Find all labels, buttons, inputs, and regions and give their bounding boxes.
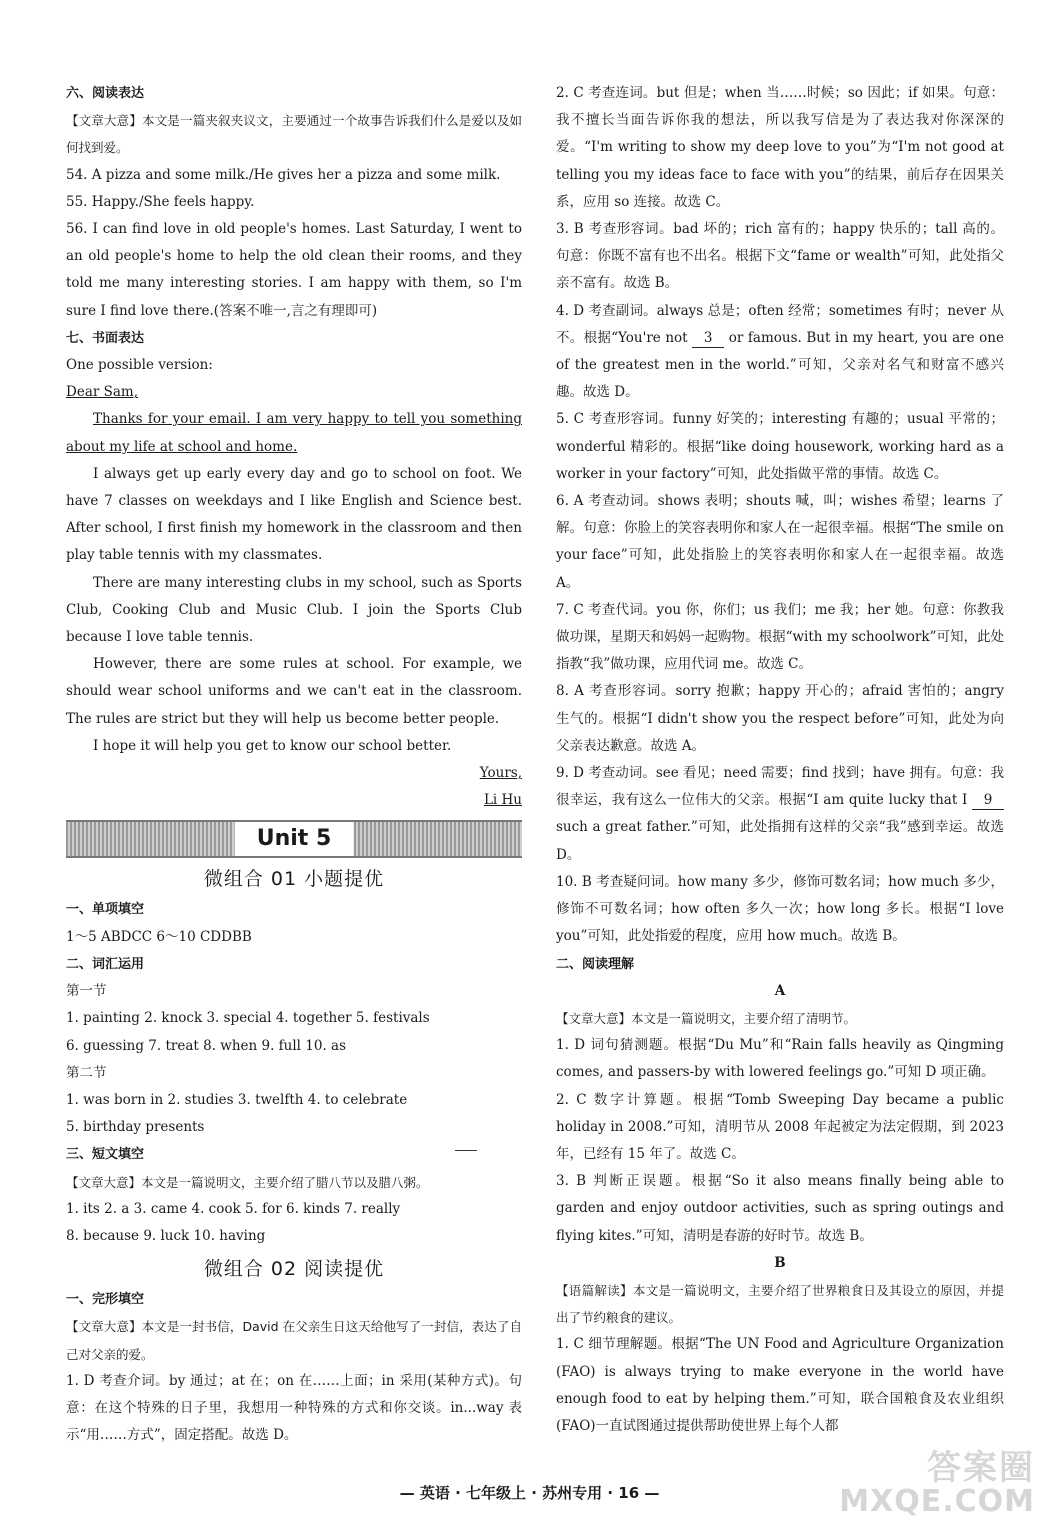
passage-a-answer-3: 3. B 判断正误题。根据“So it also means finally being able to garden and enjoy outdoor activities, such as spring outings and flying kites.”可知，清明是春游的好时节。故选 B。 <box>556 1173 1004 1244</box>
part-1-label: 第一节 <box>66 983 107 1000</box>
blank-9: 9 <box>972 791 1004 810</box>
passage-b-label: B <box>774 1254 786 1271</box>
passage-b-answer-1: 1. C 细节理解题。根据“The UN Food and Agriculture Organization (FAO) is always trying to make everyone in the world have enough food to eat by helping them.”可知，联合国粮食及农业组织(FAO)一直试图通过提供帮助使世界上每个人都 <box>556 1336 1004 1434</box>
part-1-answers-line-1: 1. painting 2. knock 3. special 4. together 5. festivals <box>66 1010 430 1027</box>
cloze-test-summary: 【文章大意】本文是一封书信，David 在父亲生日这天给他写了一封信，表达了自己对父亲的爱。 <box>66 1319 522 1362</box>
page-footer: — 英语 · 七年级上 · 苏州专用 · 16 — <box>399 1484 660 1502</box>
letter-greeting: Dear Sam, <box>66 384 138 401</box>
answer-56: 56. I can find love in old people's homes. Last Saturday, I went to an old people's home to help the old clean their rooms, and they told me many interesting stories. I am happy with them, so I'm sure I find love there.(答案不唯一,言之有理即可) <box>66 221 522 319</box>
section-title-writing: 七、书面表达 <box>66 330 145 346</box>
letter-closing: Yours, <box>479 765 522 782</box>
letter-paragraph-1: Thanks for your email. I am very happy to tell you something about my life at school and home. <box>66 411 522 455</box>
letter-signature: Li Hu <box>483 792 522 809</box>
part-1-answers-line-2: 6. guessing 7. treat 8. when 9. full 10. as <box>66 1037 347 1054</box>
cloze-answer-9: 9. D 考查动词。see 看见；need 需要；find 找到；have 拥有。句意：我很幸运，我有这么一位伟大的父亲。根据“I am quite lucky that I 9 such a great father.”可知，此处指拥有这样的父亲“我”感到幸运。故选 D。 <box>556 765 1004 863</box>
section-cloze-test: 一、完形填空 <box>66 1292 145 1308</box>
possible-version-label: One possible version: <box>66 357 213 374</box>
cloze-fill-answers-line-2: 8. because 9. luck 10. having <box>66 1227 266 1244</box>
single-choice-answers: 1～5 ABDCC 6～10 CDDBB <box>66 928 252 945</box>
cloze-answer-7: 7. C 考查代词。you 你，你们；us 我们；me 我；her 她。句意：你教我做功课，星期天和妈妈一起购物。根据“with my schoolwork”可知，此处指教“我”做功课，应用代词 me。故选 C。 <box>556 601 1004 673</box>
section-cloze-fill: 三、短文填空 <box>66 1147 145 1163</box>
cloze-answer-2: 2. C 考查连词。but 但是；when 当……时候；so 因此；if 如果。句意：我不擅长当面告诉你我的想法，所以我写信是为了表达我对你深深的爱。“I'm writing to show my deep love to you”为“I'm not good at telling you my ideas face to face with you”的结果，前后存在因果关系，应用 so 连接。故选 C。 <box>556 85 1004 210</box>
watermark <box>839 1450 1035 1518</box>
passage-a-answer-2: 2. C 数字计算题。根据“Tomb Sweeping Day became a public holiday in 2008.”可知，清明节从 2008 年起被定为法定假期，到 2023 年，已经有 15 年了。故选 C。 <box>556 1091 1004 1162</box>
right-column <box>556 80 1004 1440</box>
cloze-answer-10: 10. B 考查疑问词。how many 多少，修饰可数名词；how much 多少，修饰不可数名词；how often 多久一次；how long 多长。根据“I love you”可知，此处指爱的程度，应用 how much。故选 B。 <box>556 873 1004 945</box>
blank-3: 3 <box>692 329 724 348</box>
left-column <box>66 80 522 1449</box>
section-vocabulary: 二、词汇运用 <box>66 956 145 972</box>
cloze-fill-summary: 【文章大意】本文是一篇说明文，主要介绍了腊八节以及腊八粥。 <box>66 1174 429 1190</box>
passage-a-summary: 【文章大意】本文是一篇说明文，主要介绍了清明节。 <box>556 1010 857 1026</box>
cloze-answer-8: 8. A 考查形容词。sorry 抱歉；happy 开心的；afraid 害怕的；angry 生气的。根据“I didn't show you the respect before”可知，此处为向父亲表达歉意。故选 A。 <box>556 683 1004 754</box>
part-2-label: 第二节 <box>66 1064 107 1081</box>
section-title-reading-expression: 六、阅读表达 <box>66 86 145 101</box>
group-2-title: 微组合 02 阅读提优 <box>203 1258 385 1281</box>
passage-b-summary: 【语篇解读】本文是一篇说明文，主要介绍了世界粮食日及其设立的原因，并提出了节约粮食的建议。 <box>556 1282 1004 1326</box>
passage-a-answer-1: 1. D 词句猜测题。根据“Du Mu”和“Rain falls heavily as Qingming comes, and passers-by with lowered feelings go.”可知 D 项正确。 <box>556 1037 1004 1081</box>
watermark-text: 答案圈 <box>927 1448 1035 1488</box>
part-2-answers-line-1: 1. was born in 2. studies 3. twelfth 4. to celebrate <box>66 1091 408 1108</box>
cloze-answer-3: 3. B 考查形容词。bad 坏的；rich 富有的；happy 快乐的；tall 高的。句意：你既不富有也不出名。根据下文“fame or wealth”可知，此处指父亲不富有。故选 B。 <box>556 221 1004 292</box>
cloze-answer-1: 1. D 考查介词。by 通过；at 在；on 在……上面；in 采用(某种方式)。句意：在这个特殊的日子里，我想用一种特殊的方式和你交谈。in...way 表示“用……方式”，固定搭配。故选 D。 <box>66 1372 522 1444</box>
part-2-answers-line-2: 5. birthday presents <box>66 1119 205 1136</box>
cloze-fill-answers-line-1: 1. its 2. a 3. came 4. cook 5. for 6. kinds 7. really <box>66 1200 401 1217</box>
answer-54: 54. A pizza and some milk./He gives her a pizza and some milk. <box>66 166 501 183</box>
group-1-title: 微组合 01 小题提优 <box>203 868 385 891</box>
letter-paragraph-2: I always get up early every day and go to school on foot. We have 7 classes on weekdays and I like English and Science best. After school, I first finish my homework in the classroom and then play table tennis with my classmates. <box>66 465 522 564</box>
answer-55: 55. Happy./She feels happy. <box>66 193 255 210</box>
decorative-dash <box>455 1150 477 1151</box>
section-single-choice: 一、单项填空 <box>66 902 145 918</box>
section-reading-comprehension: 二、阅读理解 <box>556 956 635 972</box>
unit-title: Unit 5 <box>235 822 354 856</box>
letter-paragraph-4: However, there are some rules at school. For example, we should wear school uniforms and we can't eat in the classroom. The rules are strict but they will help us become better people. <box>66 656 522 727</box>
cloze-answer-4: 4. D 考查副词。always 总是；often 经常；sometimes 有时；never 从不。根据“You're not 3 or famous. But in my heart, you are one of the greatest men in the world.”可知，父亲对名气和财富不感兴趣。故选 D。 <box>556 302 1004 401</box>
unit-banner <box>66 820 522 858</box>
article-summary: 【文章大意】本文是一篇夹叙夹议文，主要通过一个故事告诉我们什么是爱以及如何找到爱。 <box>66 113 522 156</box>
watermark-url: MXQE.COM <box>839 1484 1035 1519</box>
letter-paragraph-5: I hope it will help you get to know our school better. <box>93 737 452 754</box>
passage-a-label: A <box>774 982 786 999</box>
cloze-answer-6: 6. A 考查动词。shows 表明；shouts 喊，叫；wishes 希望；learns 了解。句意：你脸上的笑容表明你和家人在一起很幸福。根据“The smile on your face”可知，此处指脸上的笑容表明你和家人在一起很幸福。故选 A。 <box>556 493 1004 591</box>
letter-paragraph-3: There are many interesting clubs in my school, such as Sports Club, Cooking Club and Music Club. I join the Sports Club because I love table tennis. <box>66 574 522 646</box>
cloze-answer-5: 5. C 考查形容词。funny 好笑的；interesting 有趣的；usual 平常的；wonderful 精彩的。根据“like doing housework, working hard as a worker in your factory”可知，此处指做平常的事情。故选 C。 <box>556 411 1004 482</box>
